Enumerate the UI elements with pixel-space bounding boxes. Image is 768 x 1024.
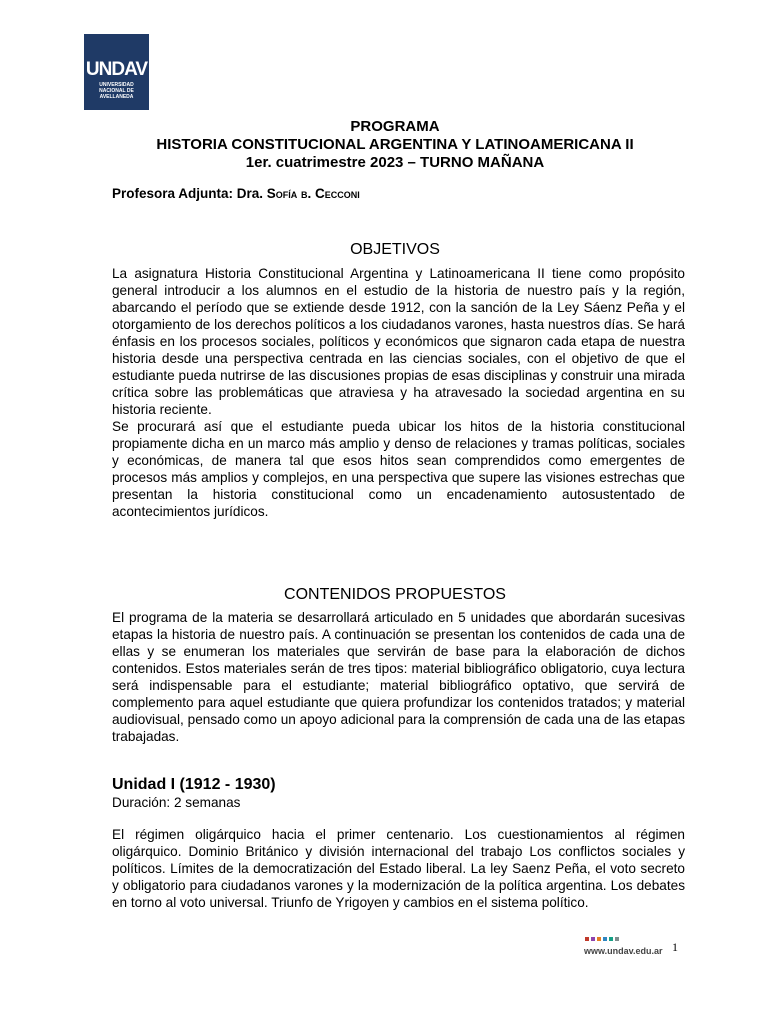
color-dot <box>609 937 613 941</box>
footer-url: www.undav.edu.ar <box>584 946 663 956</box>
unidad-1-paragraph: El régimen oligárquico hacia el primer centenario. Los cuestionamientos al régimen oligárquico. Dominio Británico y división internacional del trabajo Los conflictos sociales y políticos. Límites de la democratización del Estado liberal. La ley Saenz Peña, el voto secreto y obligatorio para ciudadanos varones y la modernización de la política argentina. Los debates en torno al voto universal. Triunfo de Yrigoyen y cambios en el sistema político. <box>112 827 685 910</box>
header-course-title: HISTORIA CONSTITUCIONAL ARGENTINA Y LATINOAMERICANA II <box>156 136 634 153</box>
contenidos-paragraph-1: El programa de la materia se desarrollará articulado en 5 unidades que abordarán sucesivas etapas la historia de nuestro país. A continuación se presentan los contenidos de cada una de ellas y se enumeran los materiales que servirán de base para la elaboración de dichos contenidos. Estos materiales serán de tres tipos: material bibliográfico obligatorio, cuya lectura será indispensable para el estudiante; material bibliográfico optativo, que servirá de complemento para aquel estudiante que quiera profundizar los contenidos tratados; y material audiovisual, pensado como un apoyo adicional para la comprensión de cada una de las etapas trabajadas. <box>112 610 685 744</box>
footer-color-dots <box>585 937 619 941</box>
contenidos-text <box>112 609 685 745</box>
objetivos-paragraph-2: Se procurará así que el estudiante pueda ubicar los hitos de la historia constitucional propiamente dicha en un marco más amplio y denso de relaciones y tramas políticas, sociales y económicas, de manera tal que esos hitos sean comprendidos como emergentes de procesos más amplios y complejos, en una perspectiva que supere las visiones estrechas que presentan la historia constitucional como un encadenamiento autosustentado de acontecimientos jurídicos. <box>112 419 685 519</box>
unidad-1-text <box>112 826 685 911</box>
header-term: 1er. cuatrimestre 2023 – TURNO MAÑANA <box>245 154 545 171</box>
objetivos-text <box>112 265 685 520</box>
document-header <box>100 118 690 172</box>
color-dot <box>585 937 589 941</box>
logo-sub-line: NACIONAL DE <box>99 88 134 94</box>
header-programa: PROGRAMA <box>350 118 440 135</box>
profesora-label: Profesora Adjunta: Dra. <box>112 186 267 201</box>
objetivos-paragraph-1: La asignatura Historia Constitucional Argentina y Latinoamericana II tiene como propósito general introducir a los alumnos en el estudio de la historia de nuestro país y la región, abarcando el período que se extiende desde 1912, con la sanción de la Ley Sáenz Peña y el otorgamiento de los derechos políticos a los ciudadanos varones, hasta nuestros días. Se hará énfasis en los procesos sociales, políticos y económicos que signaron cada etapa de nuestra historia desde una perspectiva centrada en las ciencias sociales, con el objetivo de que el estudiante pueda nutrirse de las discusiones propias de esas disciplinas y construir una mirada crítica sobre las problemáticas que atraviesa y ha atravesado la sociedad argentina en su historia reciente. <box>112 266 685 417</box>
contenidos-heading: CONTENIDOS PROPUESTOS <box>284 586 506 603</box>
unidad-1-heading: Unidad I (1912 - 1930) <box>112 776 276 793</box>
logo-mark: UNDAV <box>85 59 148 80</box>
color-dot <box>615 937 619 941</box>
undav-logo <box>84 34 149 110</box>
profesora-name: Sofía b. Cecconi <box>266 186 360 201</box>
page-number: 1 <box>672 940 678 954</box>
unidad-1-duracion: Duración: 2 semanas <box>112 795 241 810</box>
profesora-line <box>112 186 360 201</box>
color-dot <box>591 937 595 941</box>
color-dot <box>597 937 601 941</box>
logo-sub-line: UNIVERSIDAD <box>99 82 134 88</box>
color-dot <box>603 937 607 941</box>
logo-subtitle <box>84 82 149 100</box>
objetivos-heading: OBJETIVOS <box>350 241 440 258</box>
logo-sub-line: AVELLANEDA <box>99 94 134 100</box>
